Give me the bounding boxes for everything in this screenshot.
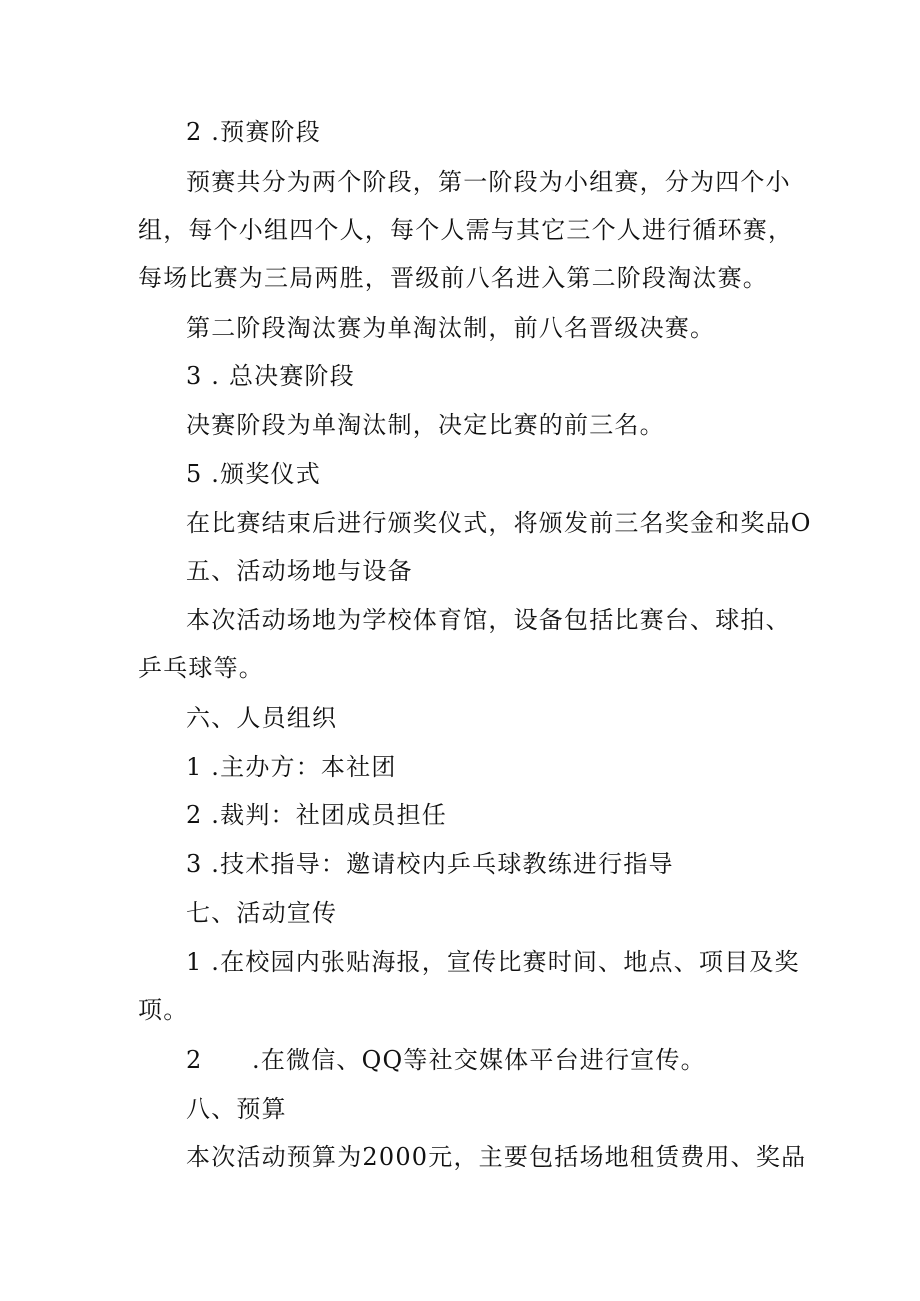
paragraph-line: 预赛共分为两个阶段，第一阶段为小组赛，分为四个小	[186, 168, 791, 196]
section-heading-promotion: 七、活动宣传	[186, 899, 338, 927]
paragraph-line: 项。	[138, 996, 189, 1024]
section-heading-budget: 八、预算	[186, 1095, 287, 1123]
section-heading-staff: 六、人员组织	[186, 704, 338, 732]
section-heading-awards: 5 .颁奖仪式	[186, 460, 321, 488]
section-heading-venue: 五、活动场地与设备	[186, 557, 413, 585]
section-heading-final: 3 . 总决赛阶段	[186, 362, 355, 390]
list-text: .在微信、QQ等社交媒体平台进行宣传。	[252, 1046, 706, 1074]
list-number: 2	[186, 1046, 203, 1074]
paragraph-line: 每场比赛为三局两胜，晋级前八名进入第二阶段淘汰赛。	[138, 264, 768, 292]
paragraph-line: 组，每个小组四个人，每个人需与其它三个人进行循环赛，	[138, 216, 794, 244]
paragraph-line: 第二阶段淘汰赛为单淘汰制，前八名晋级决赛。	[186, 314, 716, 342]
section-heading-preliminary: 2 .预赛阶段	[186, 118, 321, 146]
list-item: 1 .在校园内张贴海报，宣传比赛时间、地点、项目及奖	[186, 948, 800, 976]
list-item	[186, 1043, 706, 1077]
paragraph-line: 乒乓球等。	[138, 654, 264, 682]
list-item: 1 .主办方：本社团	[186, 753, 397, 781]
paragraph-line: 决赛阶段为单淘汰制，决定比赛的前三名。	[186, 411, 665, 439]
paragraph-line: 本次活动预算为2000元，主要包括场地租赁费用、奖品	[186, 1143, 807, 1171]
list-item: 2 .裁判：社团成员担任	[186, 801, 447, 829]
paragraph-line: 本次活动场地为学校体育馆，设备包括比赛台、球拍、	[186, 606, 791, 634]
list-item: 3 .技术指导：邀请校内乒乓球教练进行指导	[186, 850, 674, 878]
paragraph-line: 在比赛结束后进行颁奖仪式，将颁发前三名奖金和奖品O	[186, 509, 812, 537]
